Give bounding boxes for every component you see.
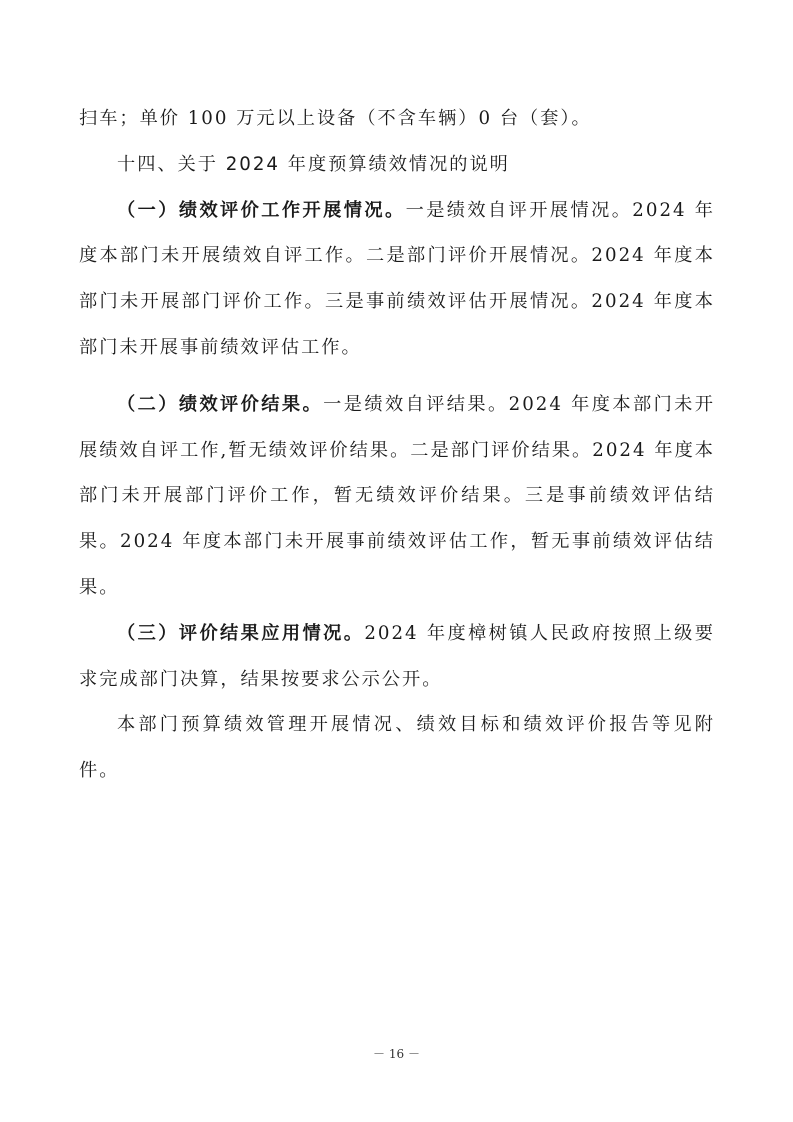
paragraph-continuation bbox=[79, 96, 715, 142]
paragraph-text: 一是绩效自评开展情况。2024 年度本部门未开展绩效自评工作。二是部门评价开展情况。2024 年度本部门未开展部门评价工作。三是事前绩效评估开展情况。2024 年度本部门未开展事前绩效评估工作。 bbox=[79, 199, 715, 358]
paragraph-text: 2024 年度樟树镇人民政府按照上级要求完成部门决算，结果按要求公示公开。 bbox=[79, 622, 715, 690]
paragraph-evaluation-results bbox=[79, 382, 715, 611]
paragraph-text: 一是绩效自评结果。2024 年度本部门未开展绩效自评工作,暂无绩效评价结果。二是部门评价结果。2024 年度本部门未开展部门评价工作，暂无绩效评价结果。三是事前绩效评估结果。2024 年度本部门未开展事前绩效评估工作，暂无事前绩效评估结果。 bbox=[79, 393, 715, 598]
section-heading-text: 十四、关于 2024 年度预算绩效情况的说明 bbox=[117, 153, 510, 175]
paragraph-lead: （三）评价结果应用情况。 bbox=[117, 622, 365, 644]
section-heading bbox=[79, 142, 715, 188]
document-body bbox=[79, 96, 715, 794]
paragraph-text: 本部门预算绩效管理开展情况、绩效目标和绩效评价报告等见附件。 bbox=[79, 714, 715, 782]
paragraph-results-application bbox=[79, 611, 715, 703]
paragraph-evaluation-work bbox=[79, 188, 715, 371]
paragraph-attachment-note bbox=[79, 702, 715, 794]
paragraph-lead: （二）绩效评价结果。 bbox=[117, 393, 324, 415]
paragraph-text: 扫车；单价 100 万元以上设备（不含车辆）0 台（套）。 bbox=[79, 108, 592, 129]
paragraph-lead: （一）绩效评价工作开展情况。 bbox=[117, 199, 406, 221]
page-number: － 16 － bbox=[373, 1047, 420, 1061]
